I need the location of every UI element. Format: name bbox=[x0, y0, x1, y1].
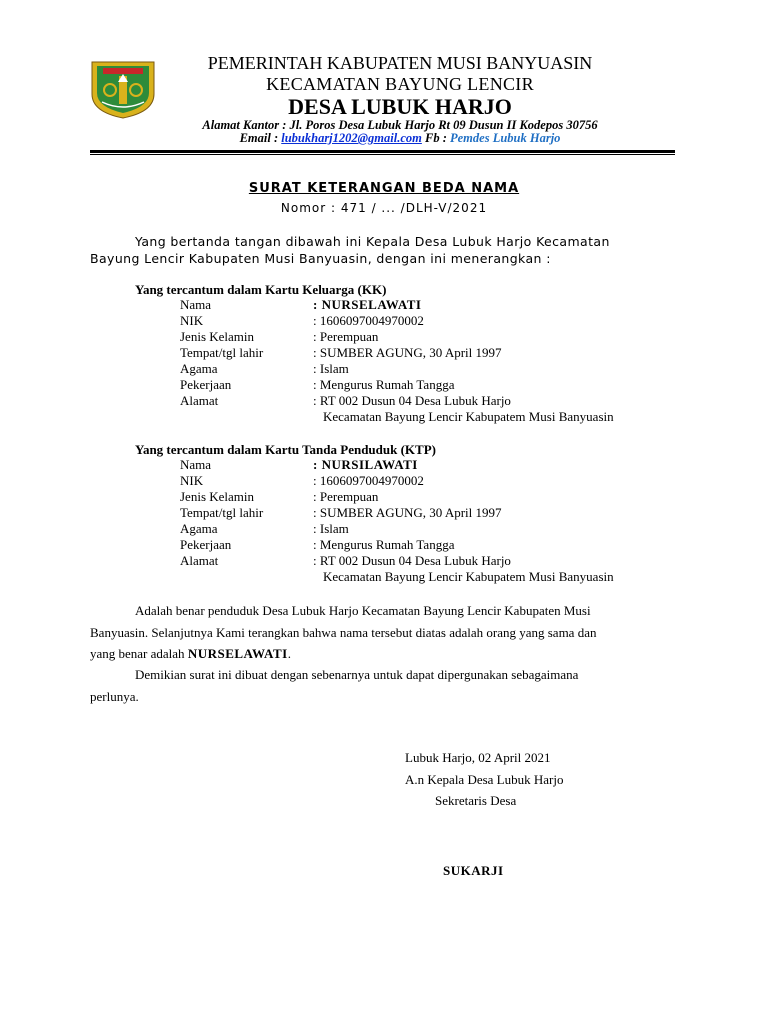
closing-p1-line3: yang benar adalah NURSELAWATI. bbox=[90, 646, 291, 661]
correct-name: NURSELAWATI bbox=[187, 646, 288, 661]
closing-p2-line2: perlunya. bbox=[90, 689, 139, 704]
signature-position: Sekretaris Desa bbox=[435, 793, 517, 808]
signature-on-behalf: A.n Kepala Desa Lubuk Harjo bbox=[405, 772, 564, 787]
ktp-address-continued: Kecamatan Bayung Lencir Kabupatem Musi Banyuasin bbox=[323, 569, 614, 584]
ktp-row-religion: Agama : Islam bbox=[180, 521, 349, 536]
ktp-row-nama: Nama : NURSILAWATI bbox=[180, 457, 418, 472]
kk-section-heading: Yang tercantum dalam Kartu Keluarga (KK) bbox=[135, 282, 387, 297]
facebook-page: Pemdes Lubuk Harjo bbox=[450, 131, 561, 145]
letterhead-contact bbox=[150, 131, 650, 146]
document-number: Nomor : 471 / ... /DLH-V/2021 bbox=[280, 201, 488, 215]
kk-row-birth: Tempat/tgl lahir : SUMBER AGUNG, 30 April 1997 bbox=[180, 345, 502, 360]
letterhead-line-government: PEMERINTAH KABUPATEN MUSI BANYUASIN bbox=[207, 53, 593, 73]
signatory-name: SUKARJI bbox=[443, 863, 504, 878]
closing-p1-line1: Adalah benar penduduk Desa Lubuk Harjo Kecamatan Bayung Lencir Kabupaten Musi bbox=[135, 603, 591, 618]
fb-label: Fb : bbox=[425, 131, 447, 145]
email-link[interactable]: lubukharj1202@gmail.com bbox=[281, 131, 422, 145]
closing-p2-line1: Demikian surat ini dibuat dengan sebenarnya untuk dapat dipergunakan sebagaimana bbox=[135, 667, 579, 682]
ktp-row-occupation: Pekerjaan : Mengurus Rumah Tangga bbox=[180, 537, 455, 552]
kk-row-occupation: Pekerjaan : Mengurus Rumah Tangga bbox=[180, 377, 455, 392]
kk-address-continued: Kecamatan Bayung Lencir Kabupatem Musi Banyuasin bbox=[323, 409, 614, 424]
intro-line-2: Bayung Lencir Kabupaten Musi Banyuasin, dengan ini menerangkan : bbox=[90, 251, 551, 266]
ktp-section-heading: Yang tercantum dalam Kartu Tanda Penduduk (KTP) bbox=[135, 442, 436, 457]
kk-row-nik: NIK : 1606097004970002 bbox=[180, 313, 424, 328]
ktp-row-birth: Tempat/tgl lahir : SUMBER AGUNG, 30 April 1997 bbox=[180, 505, 502, 520]
email-label: Email : bbox=[239, 131, 279, 145]
letterhead-divider-thin bbox=[90, 154, 675, 155]
kk-row-nama: Nama : NURSELAWATI bbox=[180, 297, 422, 312]
closing-p1-line2: Banyuasin. Selanjutnya Kami terangkan bahwa nama tersebut diatas adalah orang yang sama dan bbox=[90, 625, 597, 640]
signature-place-date: Lubuk Harjo, 02 April 2021 bbox=[405, 750, 551, 765]
ktp-row-address: Alamat : RT 002 Dusun 04 Desa Lubuk Harjo bbox=[180, 553, 511, 568]
kk-row-address: Alamat : RT 002 Dusun 04 Desa Lubuk Harjo bbox=[180, 393, 511, 408]
kk-row-religion: Agama : Islam bbox=[180, 361, 349, 376]
letterhead-line-district: KECAMATAN BAYUNG LENCIR bbox=[266, 74, 534, 94]
kk-row-gender: Jenis Kelamin : Perempuan bbox=[180, 329, 379, 344]
intro-line-1: Yang bertanda tangan dibawah ini Kepala Desa Lubuk Harjo Kecamatan bbox=[135, 234, 610, 249]
letterhead-line-village: DESA LUBUK HARJO bbox=[288, 94, 512, 119]
ktp-row-nik: NIK : 1606097004970002 bbox=[180, 473, 424, 488]
district-emblem-logo bbox=[88, 56, 158, 120]
letterhead-address: Alamat Kantor : Jl. Poros Desa Lubuk Harjo Rt 09 Dusun II Kodepos 30756 bbox=[202, 118, 598, 132]
document-title: SURAT KETERANGAN BEDA NAMA bbox=[248, 181, 520, 196]
ktp-row-gender: Jenis Kelamin : Perempuan bbox=[180, 489, 379, 504]
letterhead-divider-thick bbox=[90, 150, 675, 153]
